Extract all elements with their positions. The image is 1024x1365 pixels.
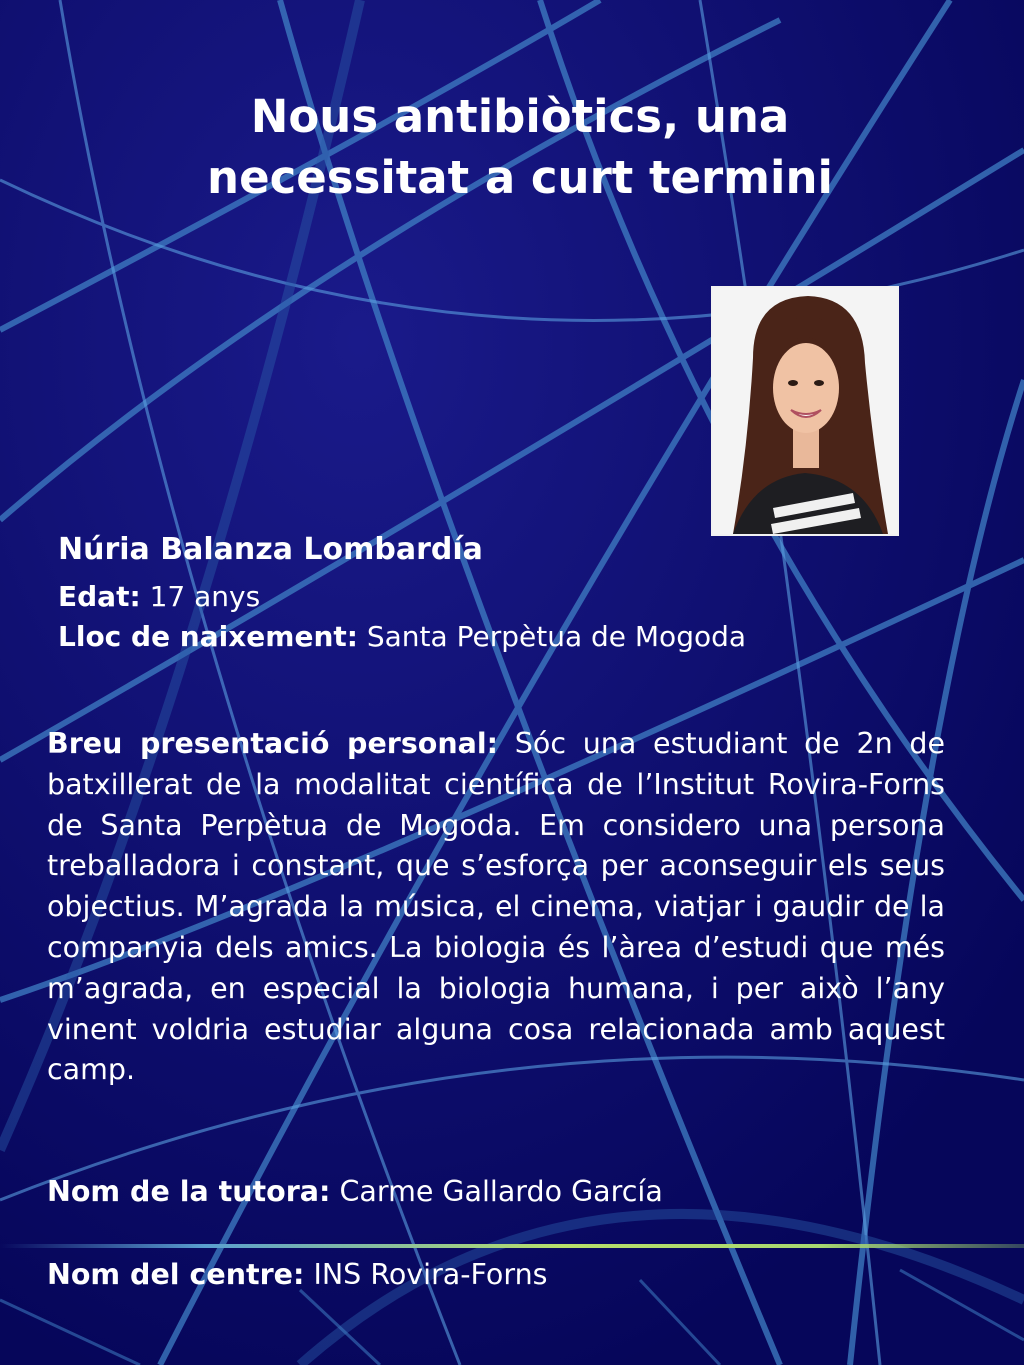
title-line-2: necessitat a curt termini bbox=[207, 151, 833, 204]
age-value: 17 anys bbox=[149, 580, 261, 613]
tutor-value: Carme Gallardo García bbox=[339, 1175, 663, 1208]
age-label: Edat: bbox=[58, 580, 141, 613]
tutor-line bbox=[47, 1175, 663, 1208]
centre-line bbox=[47, 1258, 547, 1291]
portrait-illustration bbox=[713, 288, 897, 534]
student-photo bbox=[711, 286, 899, 536]
birthplace-value: Santa Perpètua de Mogoda bbox=[366, 620, 747, 653]
age-line bbox=[58, 580, 260, 613]
birthplace-label: Lloc de naixement: bbox=[58, 620, 358, 653]
slide-title bbox=[100, 86, 940, 208]
tutor-label: Nom de la tutora: bbox=[47, 1175, 331, 1208]
birthplace-line bbox=[58, 620, 746, 653]
bio-text: Sóc una estudiant de 2n de batxillerat de la modalitat científica de l’Institut Rovira-Forns de Santa Perpètua de Mogoda. Em considero una persona treballadora i constant, que s’esforça per aconseguir els seus objectius. M’agrada la música, el cinema, viatjar i gaudir de la companyia dels amics. La biologia és l’àrea d’estudi que més m’agrada, en especial la biologia humana, i per això l’any vinent voldria estudiar alguna cosa relacionada amb aquest camp. bbox=[47, 727, 945, 1087]
centre-value: INS Rovira-Forns bbox=[313, 1258, 548, 1291]
student-name: Núria Balanza Lombardía bbox=[58, 532, 483, 567]
bio-label: Breu presentació personal: bbox=[47, 727, 499, 760]
title-line-1: Nous antibiòtics, una bbox=[250, 90, 790, 143]
personal-presentation bbox=[47, 724, 945, 1091]
divider-line bbox=[0, 1244, 1024, 1248]
centre-label: Nom del centre: bbox=[47, 1258, 305, 1291]
